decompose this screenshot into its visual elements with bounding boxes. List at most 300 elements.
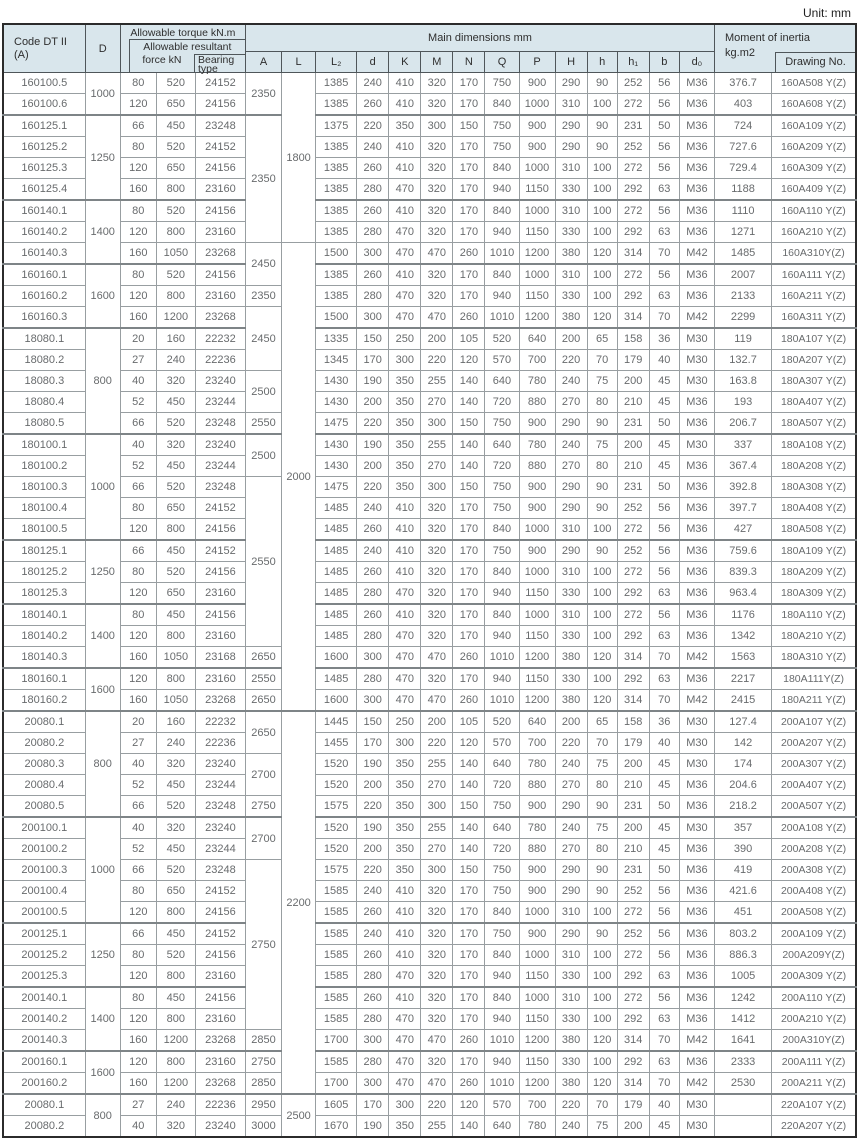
dim-d-cell: 280 (357, 668, 389, 690)
dim-p-cell: 1150 (519, 286, 555, 307)
dim-n-cell: 120 (453, 1094, 485, 1116)
dim-d0-cell: M36 (679, 604, 714, 626)
dim-d0-cell: M42 (679, 1073, 714, 1095)
unit-label: Unit: mm (803, 6, 851, 20)
dim-h1-cell: 179 (617, 350, 649, 371)
dim-b-cell: 36 (649, 711, 679, 733)
dim-d-cell: 190 (357, 754, 389, 775)
bearing-cell: 23160 (195, 583, 245, 605)
dim-h1-cell: 210 (617, 392, 649, 413)
dim-h1-cell: 252 (617, 881, 649, 902)
dim-h-small-cell: 100 (587, 987, 617, 1009)
code-cell: 160140.3 (3, 243, 85, 265)
diameter-cell: 1600 (85, 1051, 120, 1094)
dim-h-cell: 200 (555, 711, 587, 733)
dim-m-cell: 220 (421, 350, 453, 371)
dim-m-cell: 270 (421, 839, 453, 860)
dim-h1-cell: 292 (617, 286, 649, 307)
dim-n-cell: 170 (453, 923, 485, 945)
dim-h1-cell: 200 (617, 817, 649, 839)
dim-h-cell: 270 (555, 392, 587, 413)
dim-h1-cell: 292 (617, 1009, 649, 1030)
dim-l2-cell: 1430 (316, 456, 357, 477)
force-cell: 240 (156, 350, 195, 371)
torque-cell: 160 (120, 647, 156, 669)
dim-h1-cell: 272 (617, 94, 649, 116)
moment-cell: 119 (715, 328, 772, 350)
force-cell: 160 (156, 711, 195, 733)
code-cell: 200125.2 (3, 945, 85, 966)
dim-h-small-cell: 75 (587, 434, 617, 456)
dim-l2-cell: 1520 (316, 775, 357, 796)
dim-n-cell: 170 (453, 540, 485, 562)
dim-h1-cell: 210 (617, 839, 649, 860)
dim-h-small-cell: 90 (587, 413, 617, 435)
dim-m-cell: 320 (421, 945, 453, 966)
header-moment (715, 24, 856, 73)
dim-p-cell: 780 (519, 817, 555, 839)
dim-d-cell: 280 (357, 1051, 389, 1073)
dim-n-cell: 170 (453, 94, 485, 116)
code-cell: 160140.2 (3, 222, 85, 243)
bearing-cell: 23244 (195, 839, 245, 860)
dim-p-cell: 1150 (519, 668, 555, 690)
bearing-cell: 23268 (195, 307, 245, 329)
dim-l2-cell: 1600 (316, 690, 357, 712)
dim-p-cell: 900 (519, 540, 555, 562)
dim-b-cell: 56 (649, 881, 679, 902)
dim-p-cell: 780 (519, 1116, 555, 1138)
dim-b-cell: 45 (649, 434, 679, 456)
dim-n-cell: 260 (453, 1073, 485, 1095)
code-cell: 200160.1 (3, 1051, 85, 1073)
dim-a-cell: 2650 (245, 711, 281, 754)
dim-m-cell: 270 (421, 456, 453, 477)
dim-h-small-cell: 70 (587, 1094, 617, 1116)
force-cell: 1050 (156, 647, 195, 669)
bearing-cell: 23248 (195, 860, 245, 881)
dim-n-cell: 170 (453, 902, 485, 924)
dim-h-cell: 310 (555, 264, 587, 286)
dim-l2-cell: 1600 (316, 647, 357, 669)
force-cell: 520 (156, 137, 195, 158)
force-cell: 320 (156, 817, 195, 839)
moment-cell: 2217 (715, 668, 772, 690)
code-cell: 200140.2 (3, 1009, 85, 1030)
dim-h-small-cell: 120 (587, 647, 617, 669)
dim-q-cell: 840 (485, 264, 519, 286)
dim-d0-cell: M36 (679, 626, 714, 647)
dim-k-cell: 350 (389, 434, 421, 456)
torque-cell: 52 (120, 456, 156, 477)
dim-q-cell: 940 (485, 668, 519, 690)
dim-p-cell: 1000 (519, 604, 555, 626)
header-dim-h-small: h (587, 51, 617, 72)
dim-h-cell: 290 (555, 540, 587, 562)
dim-d-cell: 240 (357, 540, 389, 562)
dim-h1-cell: 231 (617, 477, 649, 498)
dim-d-cell: 200 (357, 775, 389, 796)
dim-n-cell: 170 (453, 1051, 485, 1073)
code-cell: 200100.1 (3, 817, 85, 839)
dim-d-cell: 300 (357, 1030, 389, 1052)
dim-k-cell: 470 (389, 286, 421, 307)
force-cell: 650 (156, 881, 195, 902)
dim-d0-cell: M36 (679, 456, 714, 477)
code-cell: 18080.1 (3, 328, 85, 350)
dim-q-cell: 570 (485, 733, 519, 754)
force-cell: 650 (156, 158, 195, 179)
dim-n-cell: 150 (453, 477, 485, 498)
dim-l2-cell: 1375 (316, 115, 357, 137)
dim-q-cell: 750 (485, 923, 519, 945)
dim-h-small-cell: 100 (587, 519, 617, 541)
dim-m-cell: 470 (421, 307, 453, 329)
drawing-cell: 160A209 Y(Z) (772, 137, 856, 158)
dim-q-cell: 640 (485, 371, 519, 392)
moment-cell: 451 (715, 902, 772, 924)
moment-cell: 218.2 (715, 796, 772, 818)
dim-q-cell: 750 (485, 73, 519, 94)
bearing-cell: 24152 (195, 881, 245, 902)
dim-n-cell: 170 (453, 137, 485, 158)
code-cell: 160160.2 (3, 286, 85, 307)
dim-m-cell: 320 (421, 881, 453, 902)
force-cell: 240 (156, 1094, 195, 1116)
dim-d0-cell: M42 (679, 647, 714, 669)
force-cell: 800 (156, 966, 195, 988)
dim-m-cell: 300 (421, 477, 453, 498)
diameter-cell: 1250 (85, 923, 120, 987)
dim-l2-cell: 1575 (316, 860, 357, 881)
force-cell: 800 (156, 286, 195, 307)
dim-h-small-cell: 100 (587, 902, 617, 924)
dim-k-cell: 350 (389, 477, 421, 498)
dim-h-small-cell: 90 (587, 540, 617, 562)
drawing-cell: 180A111Y(Z) (772, 668, 856, 690)
dim-l2-cell: 1485 (316, 519, 357, 541)
dim-k-cell: 410 (389, 137, 421, 158)
header-torque: Allowable torque kN.m (130, 27, 236, 39)
force-cell: 450 (156, 115, 195, 137)
dim-l2-cell: 1485 (316, 583, 357, 605)
torque-cell: 20 (120, 328, 156, 350)
dim-h-cell: 310 (555, 945, 587, 966)
bearing-cell: 24156 (195, 562, 245, 583)
dim-m-cell: 320 (421, 668, 453, 690)
dim-q-cell: 1010 (485, 307, 519, 329)
header-bearing-type: Bearing type (194, 54, 245, 72)
bearing-cell: 23160 (195, 286, 245, 307)
dim-n-cell: 140 (453, 839, 485, 860)
force-cell: 450 (156, 604, 195, 626)
dim-b-cell: 56 (649, 604, 679, 626)
moment-cell: 839.3 (715, 562, 772, 583)
dim-d0-cell: M30 (679, 1094, 714, 1116)
drawing-cell: 180A308 Y(Z) (772, 477, 856, 498)
dim-m-cell: 255 (421, 817, 453, 839)
drawing-cell: 180A207 Y(Z) (772, 350, 856, 371)
dim-h-cell: 200 (555, 328, 587, 350)
dim-b-cell: 50 (649, 413, 679, 435)
header-main-dimensions: Main dimensions mm (245, 24, 714, 51)
dim-k-cell: 410 (389, 945, 421, 966)
dim-k-cell: 470 (389, 690, 421, 712)
dim-h-small-cell: 90 (587, 73, 617, 94)
bearing-cell: 23160 (195, 966, 245, 988)
dim-b-cell: 56 (649, 264, 679, 286)
dim-h1-cell: 314 (617, 1030, 649, 1052)
drawing-cell: 200A207 Y(Z) (772, 733, 856, 754)
code-cell: 200100.5 (3, 902, 85, 924)
force-cell: 800 (156, 668, 195, 690)
dim-h-small-cell: 80 (587, 456, 617, 477)
dim-h-cell: 330 (555, 1051, 587, 1073)
torque-cell: 66 (120, 115, 156, 137)
dim-k-cell: 350 (389, 392, 421, 413)
code-cell: 180125.3 (3, 583, 85, 605)
bearing-cell: 24156 (195, 987, 245, 1009)
dim-h1-cell: 272 (617, 945, 649, 966)
dim-h-small-cell: 90 (587, 923, 617, 945)
force-cell: 650 (156, 94, 195, 116)
drawing-cell: 220A107 Y(Z) (772, 1094, 856, 1116)
dim-k-cell: 410 (389, 562, 421, 583)
dim-l2-cell: 1520 (316, 817, 357, 839)
code-cell: 180125.2 (3, 562, 85, 583)
code-cell: 180140.2 (3, 626, 85, 647)
dim-b-cell: 70 (649, 1073, 679, 1095)
force-cell: 1050 (156, 243, 195, 265)
dim-d0-cell: M36 (679, 477, 714, 498)
code-cell: 160100.5 (3, 73, 85, 94)
torque-cell: 52 (120, 775, 156, 796)
torque-cell: 80 (120, 987, 156, 1009)
dim-d-cell: 150 (357, 711, 389, 733)
dim-d-cell: 280 (357, 626, 389, 647)
dim-n-cell: 170 (453, 583, 485, 605)
torque-cell: 120 (120, 286, 156, 307)
dim-b-cell: 50 (649, 115, 679, 137)
dim-p-cell: 1000 (519, 200, 555, 222)
code-cell: 160125.4 (3, 179, 85, 201)
torque-cell: 120 (120, 668, 156, 690)
dim-q-cell: 520 (485, 711, 519, 733)
dim-n-cell: 105 (453, 328, 485, 350)
dim-q-cell: 940 (485, 626, 519, 647)
dim-q-cell: 1010 (485, 690, 519, 712)
dim-h-cell: 290 (555, 923, 587, 945)
dim-m-cell: 470 (421, 1030, 453, 1052)
dim-q-cell: 840 (485, 200, 519, 222)
drawing-cell: 180A507 Y(Z) (772, 413, 856, 435)
header-dim-n: N (453, 51, 485, 72)
dim-p-cell: 1150 (519, 222, 555, 243)
dim-n-cell: 170 (453, 73, 485, 94)
dim-b-cell: 70 (649, 243, 679, 265)
drawing-cell: 200A408 Y(Z) (772, 881, 856, 902)
dim-p-cell: 780 (519, 371, 555, 392)
code-cell: 160160.1 (3, 264, 85, 286)
dim-n-cell: 140 (453, 434, 485, 456)
bearing-cell: 23160 (195, 626, 245, 647)
dim-d0-cell: M36 (679, 562, 714, 583)
table-header (3, 24, 856, 73)
dim-l2-cell: 1575 (316, 796, 357, 818)
dim-d0-cell: M36 (679, 392, 714, 413)
dim-l2-cell: 1345 (316, 350, 357, 371)
code-cell: 160160.3 (3, 307, 85, 329)
dim-l2-cell: 1445 (316, 711, 357, 733)
dim-b-cell: 63 (649, 222, 679, 243)
dim-l2-cell: 1485 (316, 604, 357, 626)
dim-m-cell: 320 (421, 264, 453, 286)
dim-p-cell: 900 (519, 860, 555, 881)
dim-l2-cell: 1485 (316, 668, 357, 690)
dim-h-small-cell: 70 (587, 350, 617, 371)
drawing-cell: 160A608 Y(Z) (772, 94, 856, 116)
dim-q-cell: 1010 (485, 647, 519, 669)
bearing-cell: 23240 (195, 754, 245, 775)
dim-b-cell: 56 (649, 158, 679, 179)
drawing-cell: 160A110 Y(Z) (772, 200, 856, 222)
dim-p-cell: 900 (519, 881, 555, 902)
dim-h1-cell: 292 (617, 626, 649, 647)
dim-m-cell: 300 (421, 413, 453, 435)
code-cell: 180100.1 (3, 434, 85, 456)
dim-m-cell: 320 (421, 1009, 453, 1030)
diameter-cell: 1250 (85, 540, 120, 604)
dim-n-cell: 260 (453, 690, 485, 712)
dim-k-cell: 470 (389, 243, 421, 265)
dimension-table (2, 23, 857, 1138)
moment-cell: 2299 (715, 307, 772, 329)
dim-k-cell: 300 (389, 1094, 421, 1116)
bearing-cell: 23248 (195, 477, 245, 498)
dim-h-cell: 220 (555, 1094, 587, 1116)
dim-l-cell: 2000 (282, 243, 316, 712)
drawing-cell: 180A109 Y(Z) (772, 540, 856, 562)
dim-p-cell: 700 (519, 1094, 555, 1116)
dim-a-cell: 2850 (245, 1030, 281, 1052)
dim-d-cell: 300 (357, 1073, 389, 1095)
dim-k-cell: 470 (389, 626, 421, 647)
header-drawing-no: Drawing No. (775, 52, 855, 72)
torque-cell: 120 (120, 966, 156, 988)
drawing-cell: 200A110 Y(Z) (772, 987, 856, 1009)
dim-n-cell: 150 (453, 796, 485, 818)
drawing-cell: 200A108 Y(Z) (772, 817, 856, 839)
dim-m-cell: 320 (421, 222, 453, 243)
dim-b-cell: 56 (649, 73, 679, 94)
bearing-cell: 23160 (195, 222, 245, 243)
force-cell: 520 (156, 562, 195, 583)
header-dim-a: A (245, 51, 281, 72)
torque-cell: 160 (120, 1030, 156, 1052)
dim-h-cell: 240 (555, 434, 587, 456)
moment-cell: 390 (715, 839, 772, 860)
dim-d0-cell: M42 (679, 307, 714, 329)
dim-d0-cell: M36 (679, 839, 714, 860)
dim-q-cell: 750 (485, 498, 519, 519)
moment-cell: 1005 (715, 966, 772, 988)
dim-m-cell: 320 (421, 902, 453, 924)
dim-n-cell: 140 (453, 392, 485, 413)
header-force: force kN (142, 54, 182, 66)
code-cell: 20080.2 (3, 1116, 85, 1138)
dim-q-cell: 640 (485, 754, 519, 775)
dim-h-cell: 310 (555, 987, 587, 1009)
force-cell: 520 (156, 200, 195, 222)
dim-a-cell: 2750 (245, 860, 281, 1030)
dim-d-cell: 150 (357, 328, 389, 350)
dim-k-cell: 300 (389, 733, 421, 754)
force-cell: 320 (156, 434, 195, 456)
dim-h1-cell: 200 (617, 754, 649, 775)
code-cell: 160125.1 (3, 115, 85, 137)
dim-h-cell: 240 (555, 371, 587, 392)
drawing-cell: 160A310Y(Z) (772, 243, 856, 265)
dim-k-cell: 410 (389, 158, 421, 179)
dim-l2-cell: 1500 (316, 243, 357, 265)
dim-l2-cell: 1585 (316, 945, 357, 966)
force-cell: 800 (156, 179, 195, 201)
dim-l2-cell: 1585 (316, 1051, 357, 1073)
diameter-cell: 800 (85, 711, 120, 817)
force-cell: 520 (156, 945, 195, 966)
dim-h-cell: 310 (555, 158, 587, 179)
moment-cell: 759.6 (715, 540, 772, 562)
dim-l2-cell: 1385 (316, 264, 357, 286)
dim-h1-cell: 231 (617, 115, 649, 137)
moment-cell: 427 (715, 519, 772, 541)
diameter-cell: 1600 (85, 264, 120, 328)
dim-h-small-cell: 120 (587, 690, 617, 712)
dim-h-small-cell: 100 (587, 966, 617, 988)
dim-m-cell: 470 (421, 243, 453, 265)
bearing-cell: 23268 (195, 1030, 245, 1052)
dim-d0-cell: M36 (679, 286, 714, 307)
dim-q-cell: 940 (485, 179, 519, 201)
moment-cell: 206.7 (715, 413, 772, 435)
dim-d-cell: 280 (357, 966, 389, 988)
dim-a-cell: 2750 (245, 1051, 281, 1073)
torque-cell: 80 (120, 881, 156, 902)
drawing-cell: 180A110 Y(Z) (772, 604, 856, 626)
dim-d0-cell: M42 (679, 690, 714, 712)
dim-l2-cell: 1485 (316, 626, 357, 647)
code-cell: 200100.2 (3, 839, 85, 860)
bearing-cell: 24156 (195, 200, 245, 222)
dim-k-cell: 250 (389, 328, 421, 350)
dim-h-cell: 240 (555, 754, 587, 775)
torque-cell: 120 (120, 94, 156, 116)
dim-h1-cell: 272 (617, 264, 649, 286)
dim-d-cell: 260 (357, 945, 389, 966)
dim-a-cell: 2450 (245, 307, 281, 371)
dim-k-cell: 470 (389, 1073, 421, 1095)
drawing-cell: 180A108 Y(Z) (772, 434, 856, 456)
dim-m-cell: 255 (421, 434, 453, 456)
header-dim-q: Q (485, 51, 519, 72)
code-cell: 18080.4 (3, 392, 85, 413)
dim-h1-cell: 231 (617, 860, 649, 881)
dim-d0-cell: M30 (679, 434, 714, 456)
dim-b-cell: 63 (649, 1009, 679, 1030)
dim-d-cell: 260 (357, 94, 389, 116)
dim-d0-cell: M30 (679, 754, 714, 775)
dim-a-cell: 2450 (245, 243, 281, 286)
